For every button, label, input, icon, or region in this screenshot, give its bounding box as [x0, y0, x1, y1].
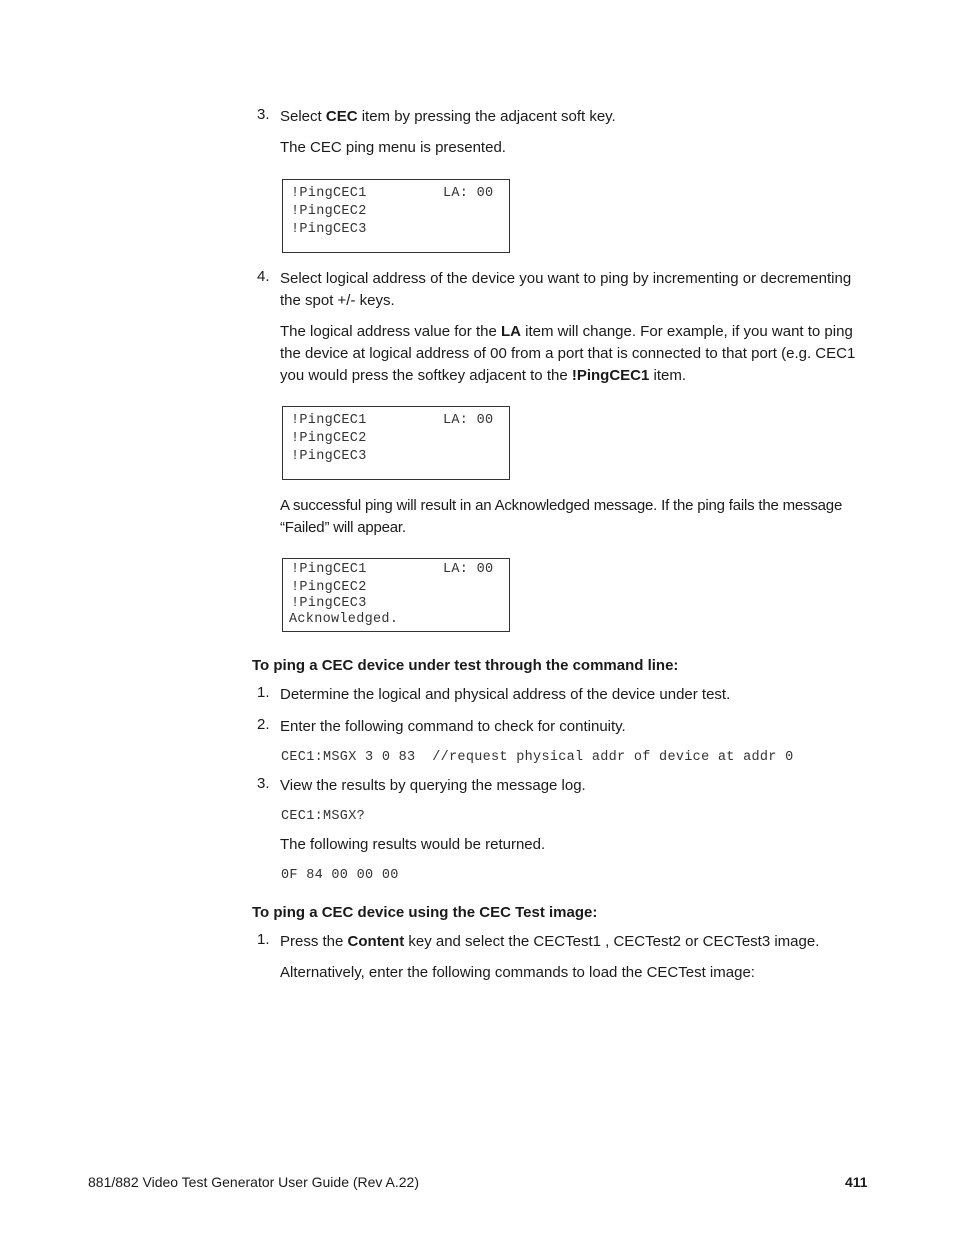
lcd-display [282, 406, 510, 480]
step-number: 2. [257, 716, 270, 733]
lcd-la-value: LA: 00 [443, 186, 494, 201]
step-number: 1. [257, 931, 270, 948]
la-keyword: LA [500, 323, 521, 340]
page-number: 411 [845, 1174, 868, 1190]
cec-keyword: CEC [325, 108, 358, 125]
lcd-line: !PingCEC2 [291, 431, 367, 446]
step-note: The logical address value for the LA item will change. For example, if you want to ping the device at logical address of 00 from a port that is connected to that port (e.g. CEC1 you would press the softkey adjacent to the !PingCEC1 item. [280, 323, 856, 384]
command-line: CEC1:MSGX 3 0 83 //request physical addr of device at addr 0 [281, 750, 794, 765]
lcd-status: Acknowledged. [289, 612, 399, 627]
lcd-line: !PingCEC1 [291, 562, 367, 577]
step-text: Determine the logical and physical address of the device under test. [280, 686, 731, 703]
lcd-line: !PingCEC3 [291, 222, 367, 237]
result-note: The following results would be returned. [280, 836, 546, 853]
step-number: 4. [257, 268, 270, 285]
step-text: View the results by querying the message log. [280, 777, 586, 794]
lcd-la-value: LA: 00 [443, 413, 494, 428]
step-text: Select CEC item by pressing the adjacent soft key. [280, 108, 616, 125]
lcd-line: !PingCEC2 [291, 204, 367, 219]
lcd-line: !PingCEC1 [291, 186, 367, 201]
step-text: Press the Content key and select the CECTest1 , CECTest2 or CECTest3 image. [280, 933, 820, 950]
lcd-display [282, 179, 510, 253]
lcd-line: !PingCEC3 [291, 449, 367, 464]
step-number: 1. [257, 684, 270, 701]
step-note: Alternatively, enter the following commands to load the CECTest image: [280, 964, 755, 981]
lcd-line: !PingCEC1 [291, 413, 367, 428]
step-number: 3. [257, 106, 270, 123]
step-text: Enter the following command to check for continuity. [280, 718, 626, 735]
lcd-la-value: LA: 00 [443, 562, 494, 577]
content-keyword: Content [347, 933, 405, 950]
step-number: 3. [257, 775, 270, 792]
footer-title: 881/882 Video Test Generator User Guide (Rev A.22) [88, 1174, 420, 1190]
lcd-line: !PingCEC2 [291, 580, 367, 595]
step-note: The CEC ping menu is presented. [280, 139, 506, 156]
step-text: Select logical address of the device you want to ping by incrementing or decrementing the spot +/- keys. [280, 270, 852, 309]
section-heading: To ping a CEC device using the CEC Test image: [252, 904, 598, 921]
section-heading: To ping a CEC device under test through the command line: [252, 657, 679, 674]
pingcec1-keyword: !PingCEC1 [571, 367, 650, 384]
command-result: 0F 84 00 00 00 [281, 868, 399, 883]
lcd-display [282, 558, 510, 632]
success-note: A successful ping will result in an Acknowledged message. If the ping fails the message “Failed” will appear. [280, 497, 843, 536]
command-line: CEC1:MSGX? [281, 809, 366, 824]
lcd-line: !PingCEC3 [291, 596, 367, 611]
